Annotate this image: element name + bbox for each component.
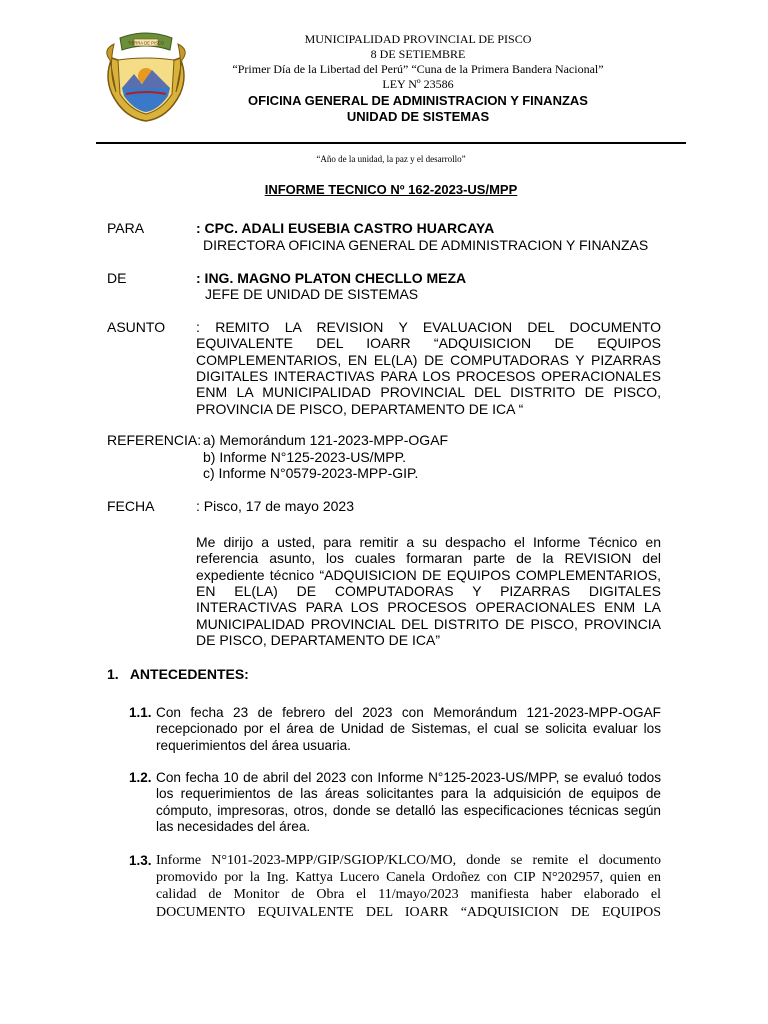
item-line: DOCUMENTO EQUIVALENTE DEL IOARR “ADQUISICION DE EQUIPOS (156, 904, 661, 920)
referencia-item: a) Memorándum 121-2023-MPP-OGAF (203, 432, 449, 448)
item-line: promovido por la Ing. Kattya Lucero Canela Ordoñez con CIP N°202957, quien en (156, 870, 661, 886)
municipal-slogan: “Primer Día de la Libertad del Perú” “Cuna de la Primera Bandera Nacional” (232, 62, 604, 76)
asunto-line: EQUIVALENTE DEL IOARR “ADQUISICION DE EQUIPOS (196, 335, 661, 352)
item-line: calidad de Monitor de Obra el 11/mayo/2023 manifiesta haber elaborado el (156, 887, 661, 903)
intro-line: MUNICIPALIDAD PROVINCIAL DEL DISTRITO DE PISCO, PROVINCIA (196, 615, 661, 632)
item-line: Con fecha 23 de febrero del 2023 con Memorándum 121-2023-MPP-OGAF (156, 705, 661, 720)
report-title: INFORME TECNICO Nº 162-2023-US/MPP (264, 182, 518, 197)
de-sender-role: JEFE DE UNIDAD DE SISTEMAS (205, 286, 419, 302)
asunto-line: DIGITALES INTERACTIVAS PARA LOS PROCESOS OPERACIONALES (196, 367, 661, 384)
item-line: las necesidades del área. (156, 818, 311, 834)
section-title-antecedentes: 1. ANTECEDENTES: (107, 666, 249, 682)
item-number: 1.2. (129, 770, 152, 785)
asunto-label: ASUNTO (107, 319, 166, 335)
para-label: PARA (107, 220, 145, 236)
item-line: recepcionado por el área de Unidad de Sistemas, el cual se solicita evaluar los (156, 721, 661, 737)
intro-line: DE PISCO, DEPARTAMENTO DE ICA” (196, 631, 441, 648)
header-divider (96, 142, 686, 144)
item-number: 1.1. (129, 705, 152, 720)
asunto-line: COMPLEMENTARIOS, EN EL(LA) DE COMPUTADORAS Y PIZARRAS (196, 351, 661, 368)
item-line: Informe N°101-2023-MPP/GIP/SGIOP/KLCO/MO, donde se remite el documento (156, 853, 661, 868)
item-line: requerimientos del área usuaria. (156, 737, 351, 753)
asunto-line: PROVINCIA DE PISCO, DEPARTAMENTO DE ICA “ (196, 400, 524, 417)
item-number: 1.3. (129, 853, 152, 868)
intro-line: INTERACTIVAS PARA LOS PROCESOS OPERACIONALES ENM LA (196, 599, 661, 616)
referencia-item: c) Informe N°0579-2023-MPP-GIP. (203, 465, 419, 481)
intro-line: expediente técnico “ADQUISICION DE EQUIPOS COMPLEMENTARIOS, (196, 566, 661, 583)
para-recipient-name: : CPC. ADALI EUSEBIA CASTRO HUARCAYA (196, 220, 495, 236)
intro-line: referencia asunto, los cuales formaran parte de la REVISION del (196, 550, 661, 567)
fecha-value: : Pisco, 17 de mayo 2023 (196, 498, 354, 514)
fecha-label: FECHA (107, 498, 155, 514)
de-sender-name: : ING. MAGNO PLATON CHECLLO MEZA (196, 270, 467, 286)
office-name: OFICINA GENERAL DE ADMINISTRACION Y FINANZAS (248, 93, 588, 108)
asunto-line: ENM LA MUNICIPALIDAD PROVINCIAL DEL DISTRITO DE PISCO, (196, 384, 661, 401)
year-motto: “Año de la unidad, la paz y el desarrollo” (316, 154, 466, 164)
law-number: LEY Nº 23586 (382, 77, 454, 91)
unit-name: UNIDAD DE SISTEMAS (346, 109, 490, 124)
item-line: Con fecha 10 de abril del 2023 con Informe N°125-2023-US/MPP, se evaluó todos (156, 770, 661, 785)
crest-banner-text: TIERRA DE PISCO (127, 40, 165, 46)
item-line: los requerimientos de las áreas solicitantes para la adquisición de equipos de (156, 786, 661, 802)
municipality-name: MUNICIPALIDAD PROVINCIAL DE PISCO (304, 32, 532, 46)
referencia-item: b) Informe N°125-2023-US/MPP. (203, 448, 406, 465)
intro-line: Me dirijo a usted, para remitir a su despacho el Informe Técnico en (196, 534, 661, 550)
asunto-line: : REMITO LA REVISION Y EVALUACION DEL DOCUMENTO (196, 319, 661, 335)
de-label: DE (107, 270, 127, 286)
intro-line: EN EL(LA) DE COMPUTADORAS Y PIZARRAS DIGITALES (196, 582, 661, 599)
item-line: cómputo, impresoras, otros, donde se detalló las especificaciones técnicas según (156, 802, 661, 818)
para-recipient-role: DIRECTORA OFICINA GENERAL DE ADMINISTRACION Y FINANZAS (203, 237, 649, 253)
founding-date: 8 DE SETIEMBRE (370, 47, 466, 61)
referencia-label: REFERENCIA: (107, 432, 202, 448)
municipal-crest-logo (106, 30, 186, 122)
